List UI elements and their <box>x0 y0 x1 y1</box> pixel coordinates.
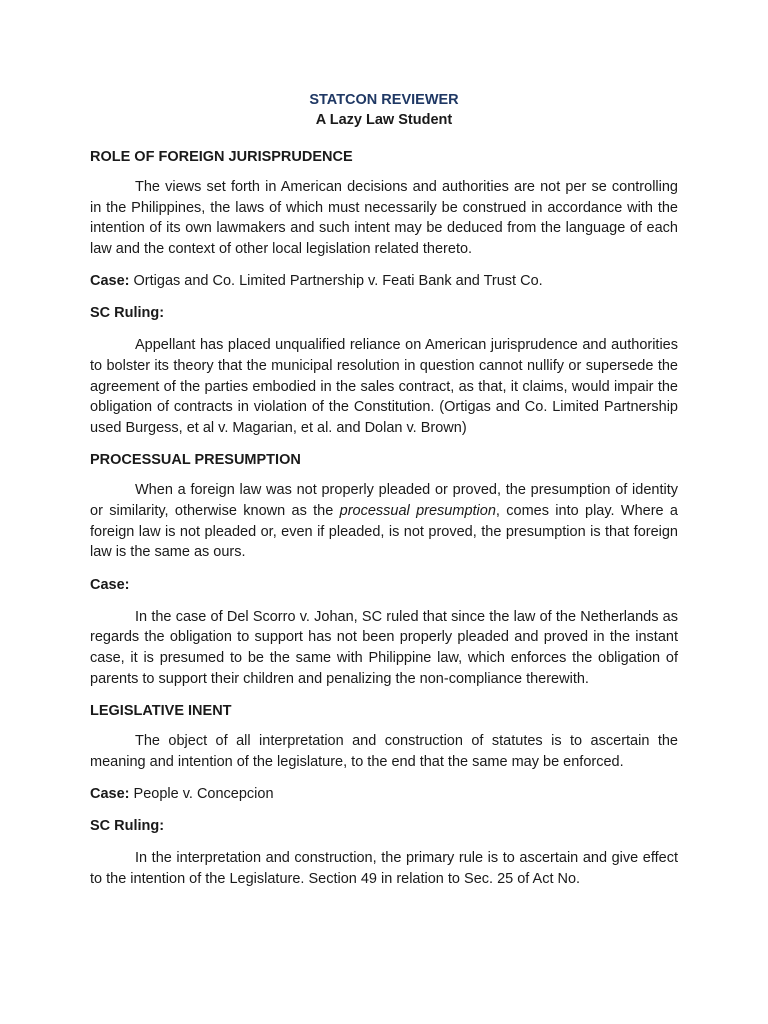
case-label: Case: <box>90 786 130 803</box>
section-paragraph: The views set forth in American decisions and authorities are not per se controlling in the Philippines, the laws of which must necessarily be construed in accordance with the intention of its own lawmakers and such intent may be deduced from the language of each law and the context of other local legislation related thereto. <box>90 179 678 257</box>
section-heading-processual-presumption: PROCESSUAL PRESUMPTION <box>90 452 301 469</box>
case-label: Case: <box>90 576 130 593</box>
case-value: Ortigas and Co. Limited Partnership v. Feati Bank and Trust Co. <box>133 273 543 290</box>
case-label: Case: <box>90 273 130 290</box>
section-paragraph: The object of all interpretation and construction of statutes is to ascertain the meaning and intention of the legislature, to the end that the same may be enforced. <box>90 733 678 770</box>
case-value: People v. Concepcion <box>133 786 274 803</box>
document-page <box>90 90 678 901</box>
paragraph-text: When a foreign law was not properly pleaded or proved, the presumption of identity or similarity, otherwise known as the <box>90 482 678 519</box>
section-paragraph <box>90 480 678 562</box>
case-line <box>90 271 678 291</box>
paragraph-text: , comes into play. Where a foreign law is not pleaded or, even if pleaded, is not proved, the presumption is that foreign law is the same as ours. <box>90 502 678 561</box>
section-heading-foreign-jurisprudence: ROLE OF FOREIGN JURISPRUDENCE <box>90 149 353 165</box>
ruling-paragraph: Appellant has placed unqualified reliance on American jurisprudence and authorities to bolster its theory that the municipal resolution in question cannot nullify or supersede the agreement of the parties embodied in the sales contract, as that, it claims, would impair the obligation of contracts in violation of the Constitution. (Ortigas and Co. Limited Partnership used Burgess, et al v. Magarian, et al. and Dolan v. Brown) <box>90 337 678 436</box>
italic-term: processual presumption <box>339 502 496 519</box>
document-subtitle: A Lazy Law Student <box>315 112 453 128</box>
ruling-paragraph: In the interpretation and construction, the primary rule is to ascertain and give effect to the intention of the Legislature. Section 49 in relation to Sec. 25 of Act No. <box>90 850 678 887</box>
ruling-label: SC Ruling: <box>90 818 165 835</box>
case-line <box>90 784 678 804</box>
case-paragraph: In the case of Del Scorro v. Johan, SC ruled that since the law of the Netherlands as regards the obligation to support has not been properly pleaded and proved in the instant case, it is presumed to be the same with Philippine law, which enforces the obligation of parents to support their children and penalizing the non-compliance therewith. <box>90 608 678 687</box>
section-heading-legislative-intent: LEGISLATIVE INENT <box>90 703 232 720</box>
ruling-label: SC Ruling: <box>90 305 165 322</box>
document-title: STATCON REVIEWER <box>309 92 459 108</box>
